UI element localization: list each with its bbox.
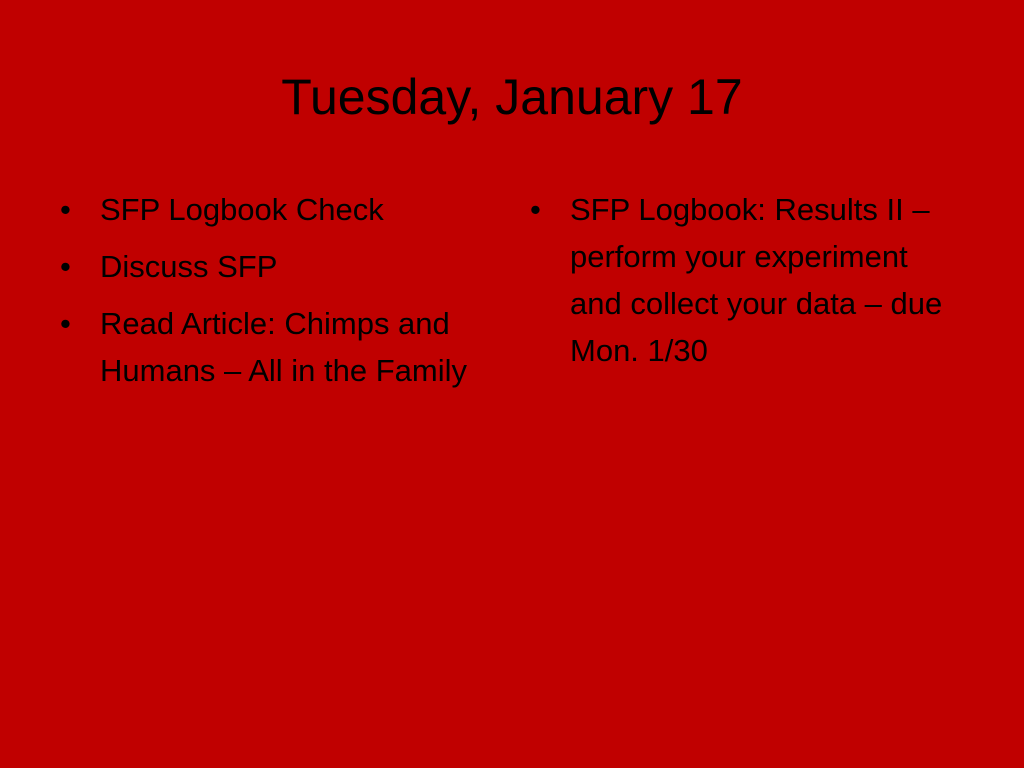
bullet-icon: • — [530, 192, 541, 227]
right-column — [528, 186, 948, 384]
list-item — [58, 186, 498, 233]
list-item — [58, 300, 498, 394]
list-item-text: Discuss SFP — [100, 249, 278, 284]
bullet-icon: • — [60, 249, 71, 284]
list-item-text: Read Article: Chimps and Humans – All in the Family — [100, 306, 467, 388]
list-item — [528, 186, 948, 374]
list-item-text: SFP Logbook: Results II – perform your experiment and collect your data – due Mon. 1/30 — [570, 192, 943, 368]
left-bullet-list — [58, 186, 498, 394]
list-item — [58, 243, 498, 290]
list-item-text: SFP Logbook Check — [100, 192, 384, 227]
left-column — [58, 186, 498, 404]
right-bullet-list — [528, 186, 948, 374]
bullet-icon: • — [60, 192, 71, 227]
slide-title: Tuesday, January 17 — [281, 69, 743, 125]
bullet-icon: • — [60, 306, 71, 341]
